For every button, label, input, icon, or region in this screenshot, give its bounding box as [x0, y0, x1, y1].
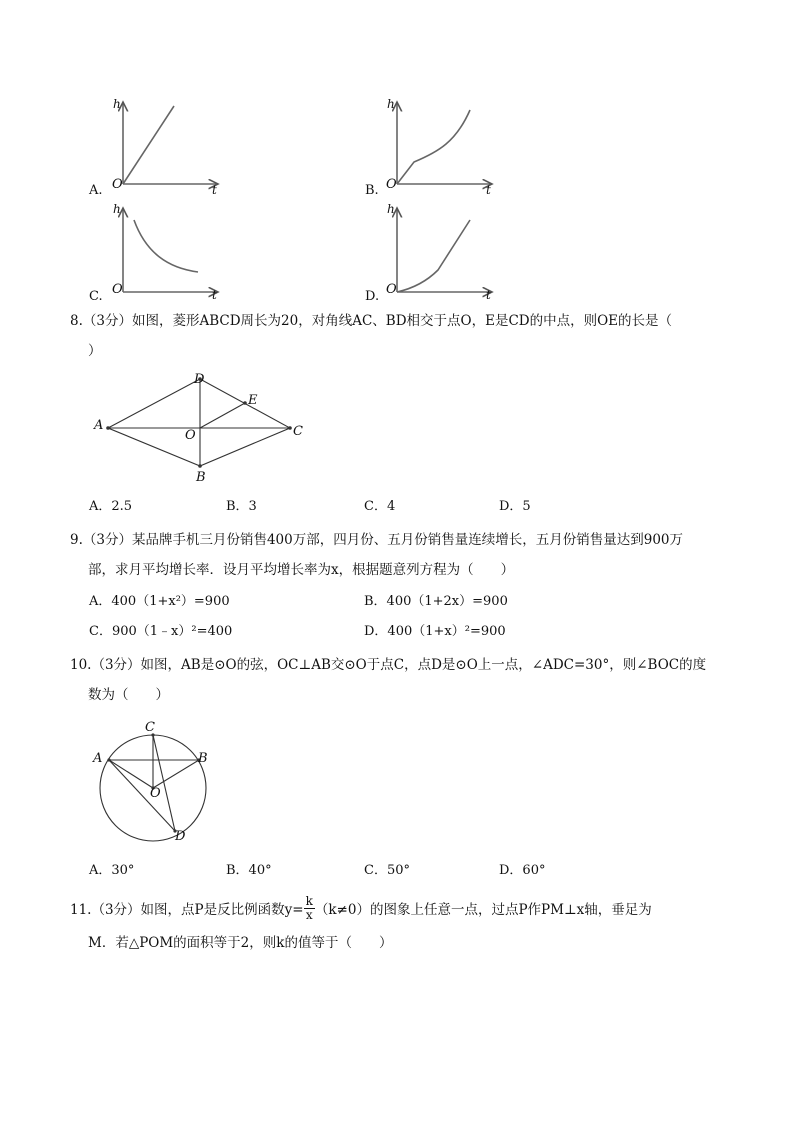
q9-option-b[interactable]: B．400（1+2x）=900	[364, 594, 508, 609]
q10-option-c[interactable]: C．50°	[364, 863, 410, 878]
q8-label-c: C	[293, 424, 303, 439]
q10-circle-figure	[92, 716, 222, 846]
q9-stem-line2: 部，求月平均增长率．设月平均增长率为x，根据题意列方程为（ ）	[88, 562, 515, 578]
q7a-axis-y: h	[113, 97, 121, 111]
q11-frac-num: k	[305, 894, 313, 908]
q7b-curve	[397, 110, 470, 184]
q8-label-o: O	[185, 428, 196, 443]
q7b-axis-x: t	[486, 183, 491, 197]
q10-option-d[interactable]: D．60°	[499, 863, 546, 878]
q7-graph-b	[360, 92, 500, 202]
q11-stem-pre: 11.（3分）如图，点P是反比例函数y=	[70, 902, 304, 918]
q7b-axis-y: h	[387, 97, 395, 111]
q10-stem-line1: 10.（3分）如图，AB是⊙O的弦，OC⊥AB交⊙O于点C，点D是⊙O上一点，∠ADC=30°，则∠BOC的度	[70, 657, 707, 673]
q8-label-a: A	[94, 418, 104, 433]
q7a-origin: O	[112, 177, 123, 192]
q11-fraction	[304, 895, 315, 922]
q8-label-e: E	[248, 393, 258, 408]
q8-option-b[interactable]: B．3	[226, 499, 257, 514]
q11-stem-post: （k≠0）的图象上任意一点，过点P作PM⊥x轴，垂足为	[314, 902, 652, 918]
q10-option-b[interactable]: B．40°	[226, 863, 272, 878]
q10-label-a: A	[93, 751, 103, 766]
q8-stem-line2: ）	[88, 343, 102, 359]
q7-option-c-label[interactable]: C.	[89, 289, 103, 304]
q7b-origin: O	[386, 177, 397, 192]
q7-graph-d	[360, 198, 500, 308]
q7c-origin: O	[112, 282, 123, 297]
q11-frac-den: x	[305, 908, 313, 922]
q9-option-c[interactable]: C．900（1﹣x）²=400	[89, 624, 233, 639]
q7-graph-a	[88, 92, 228, 202]
q10-label-c: C	[145, 720, 155, 735]
q8-label-d: D	[194, 372, 205, 387]
q10-label-o: O	[150, 786, 161, 801]
q8-option-c[interactable]: C．4	[364, 499, 396, 514]
q7c-curve	[134, 220, 198, 272]
q7d-axis-y: h	[387, 202, 395, 216]
q7d-curve	[397, 220, 470, 292]
q8-stem-line1: 8.（3分）如图，菱形ABCD周长为20，对角线AC、BD相交于点O，E是CD的中点，则OE的长是（	[70, 313, 673, 329]
q8-option-d[interactable]: D．5	[499, 499, 531, 514]
q7a-curve	[123, 106, 174, 184]
q9-option-d[interactable]: D．400（1+x）²=900	[364, 624, 506, 639]
q7-option-d-label[interactable]: D.	[365, 289, 380, 304]
q8-label-b: B	[196, 470, 206, 485]
q7d-origin: O	[386, 282, 397, 297]
q10-label-d: D	[175, 829, 186, 844]
q7-option-a-label[interactable]: A.	[89, 183, 103, 198]
q8-option-a[interactable]: A．2.5	[89, 499, 133, 514]
q11-stem-line1	[70, 894, 652, 924]
q10-option-a[interactable]: A．30°	[89, 863, 135, 878]
q7-option-b-label[interactable]: B.	[365, 183, 379, 198]
q7d-axis-x: t	[486, 288, 491, 302]
q7c-axis-x: t	[212, 288, 217, 302]
q9-stem-line1: 9.（3分）某品牌手机三月份销售400万部，四月份、五月份销售量连续增长，五月份销售量达到900万	[70, 532, 684, 548]
q7-graph-c	[88, 198, 228, 308]
q9-option-a[interactable]: A．400（1+x²）=900	[89, 594, 230, 609]
q7c-axis-y: h	[113, 202, 121, 216]
q7a-axis-x: t	[212, 183, 217, 197]
q10-label-b: B	[198, 751, 208, 766]
q10-stem-line2: 数为（ ）	[88, 687, 169, 703]
q11-stem-line2: M．若△POM的面积等于2，则k的值等于（ ）	[88, 935, 393, 951]
